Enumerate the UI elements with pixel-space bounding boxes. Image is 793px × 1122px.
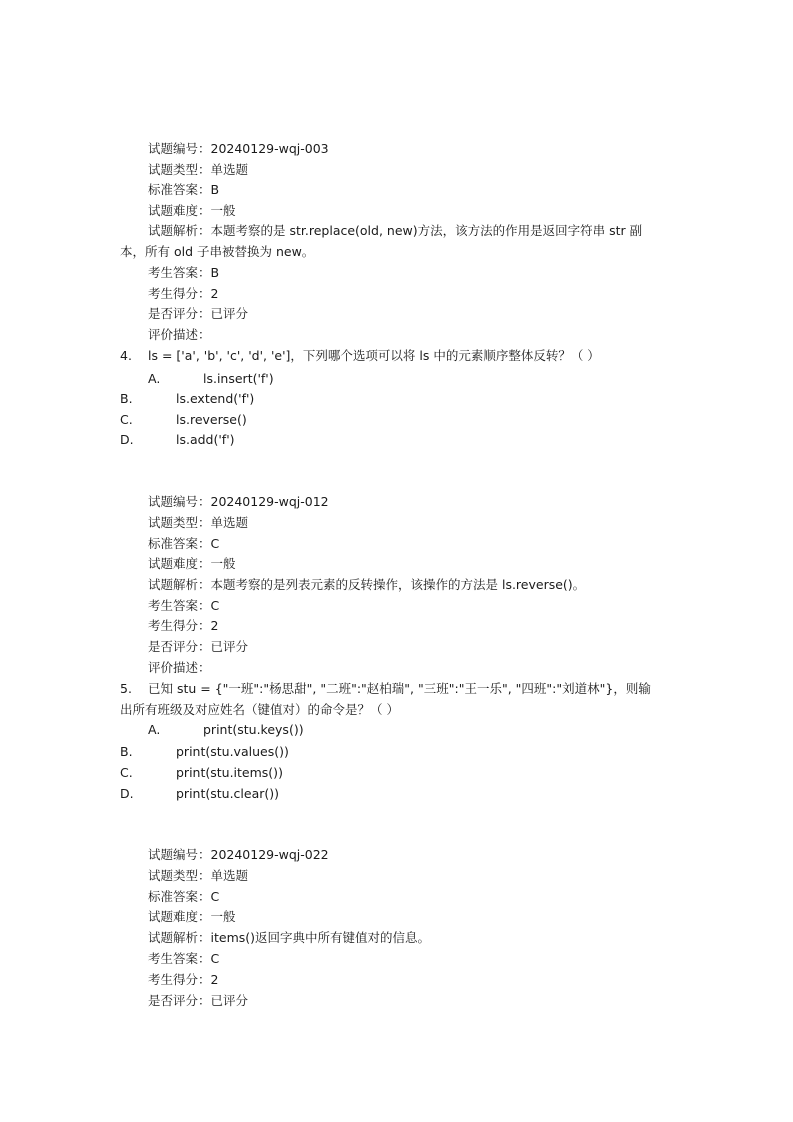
analysis-line-2: 本，所有 old 子串被替换为 new。 [120,244,315,259]
difficulty: 试题难度：一般 [148,556,236,571]
question-number: 4. [120,348,132,363]
standard-answer: 标准答案：C [148,889,220,904]
option-label: A. [148,722,161,737]
option-text: print(stu.items()) [176,765,283,780]
analysis-line: 试题解析：本题考察的是列表元素的反转操作，该操作的方法是 ls.reverse()。 [148,577,586,592]
evaluation-comment: 评价描述： [148,660,211,675]
option-text: print(stu.keys()) [203,722,304,737]
option-label: D. [120,786,134,801]
question-number: 5. [120,681,132,696]
option-label: C. [120,412,133,427]
analysis-line: 试题解析：items()返回字典中所有键值对的信息。 [148,930,431,945]
option-label: A. [148,371,161,386]
option-label: B. [120,391,133,406]
question-type: 试题类型：单选题 [148,515,249,530]
difficulty: 试题难度：一般 [148,909,236,924]
graded-status: 是否评分：已评分 [148,306,249,321]
standard-answer: 标准答案：C [148,536,220,551]
student-score: 考生得分：2 [148,972,219,987]
question-id: 试题编号：20240129-wqj-022 [148,847,329,862]
option-text: ls.reverse() [176,412,247,427]
student-score: 考生得分：2 [148,618,219,633]
option-label: C. [120,765,133,780]
question-stem-line-1: 已知 stu = {"一班":"杨思甜", "二班":"赵柏瑞", "三班":"王一乐", "四班":"刘道林"}，则输 [148,681,651,696]
graded-status: 是否评分：已评分 [148,993,249,1008]
difficulty: 试题难度：一般 [148,203,236,218]
option-text: ls.insert('f') [203,371,274,386]
option-text: ls.extend('f') [176,391,255,406]
question-id: 试题编号：20240129-wqj-003 [148,141,329,156]
student-score: 考生得分：2 [148,286,219,301]
option-label: B. [120,744,133,759]
analysis-line-1: 试题解析：本题考察的是 str.replace(old, new)方法，该方法的作用是返回字符串 str 副 [148,223,643,238]
graded-status: 是否评分：已评分 [148,639,249,654]
option-text: print(stu.clear()) [176,786,280,801]
standard-answer: 标准答案：B [148,182,220,197]
question-id: 试题编号：20240129-wqj-012 [148,494,329,509]
option-text: print(stu.values()) [176,744,289,759]
option-text: ls.add('f') [176,432,235,447]
question-stem-line-2: 出所有班级及对应姓名（键值对）的命令是？（ ） [120,702,399,717]
evaluation-comment: 评价描述： [148,327,211,342]
student-answer: 考生答案：B [148,265,220,280]
student-answer: 考生答案：C [148,951,220,966]
option-label: D. [120,432,134,447]
question-stem: ls = ['a', 'b', 'c', 'd', 'e']，下列哪个选项可以将 ls 中的元素顺序整体反转？（ ） [148,348,600,363]
question-type: 试题类型：单选题 [148,868,249,883]
question-type: 试题类型：单选题 [148,162,249,177]
student-answer: 考生答案：C [148,598,220,613]
